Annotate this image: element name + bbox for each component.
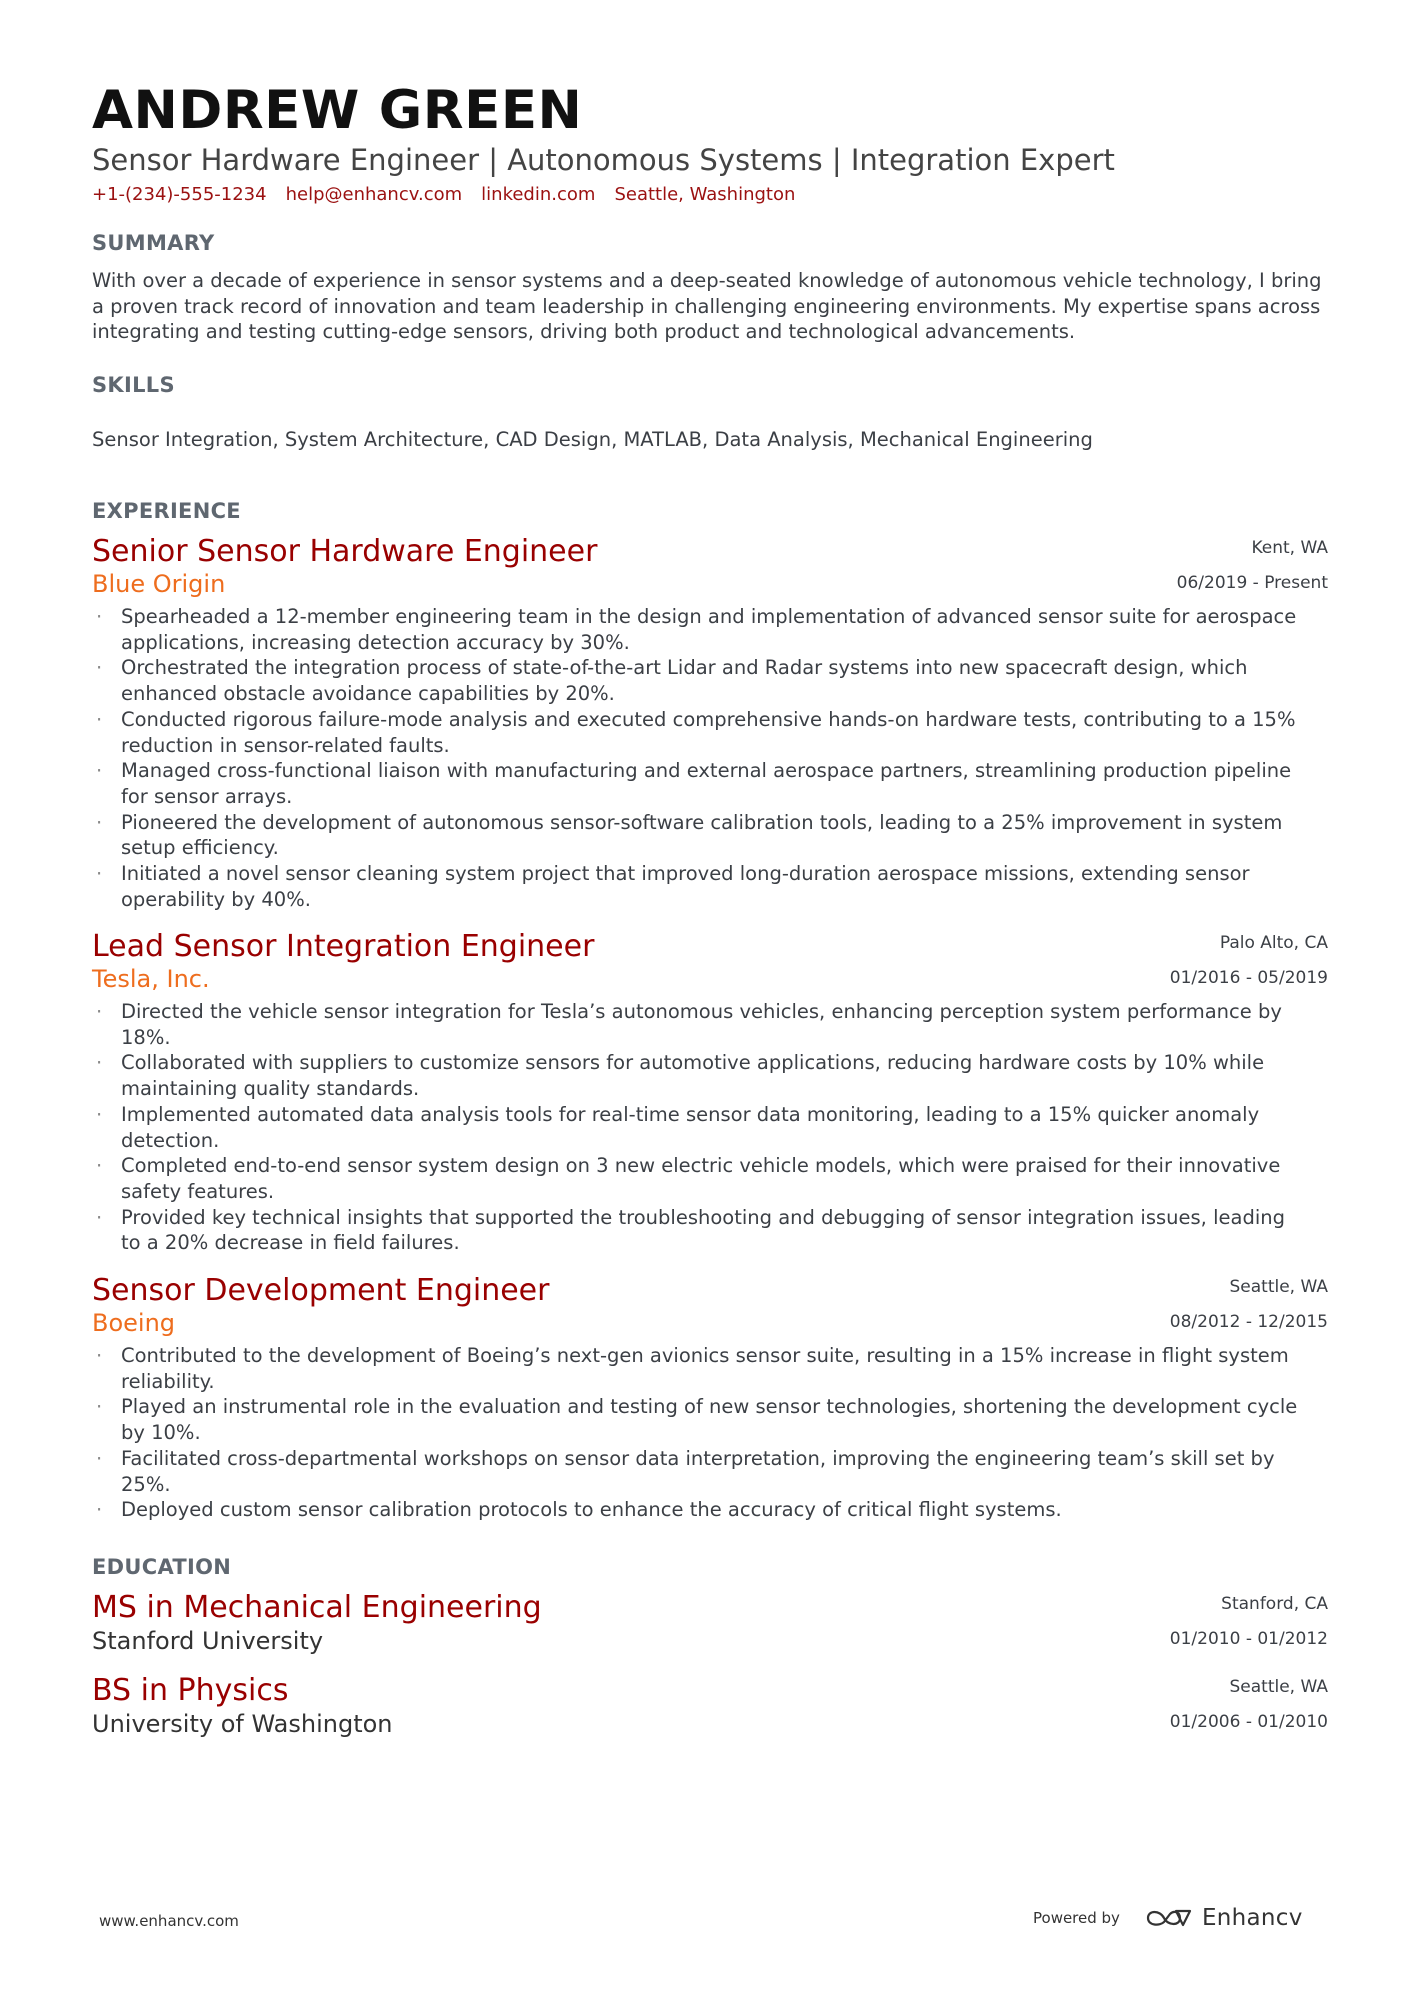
bullet-item: · Spearheaded a 12-member engineering team in the design and implementation of advanced sensor suite for aerospace applications, increasing detection accuracy by 30%.: [92, 604, 1306, 655]
headline: Sensor Hardware Engineer | Autonomous Systems | Integration Expert: [92, 143, 1115, 177]
job-dates: 06/2019 - Present: [1176, 573, 1328, 593]
education-item: [92, 1673, 1328, 1740]
bullet-item: · Conducted rigorous failure-mode analysis and executed comprehensive hands-on hardware tests, contributing to a 15% reduction in sensor-related faults.: [92, 707, 1306, 758]
bullet-item: · Pioneered the development of autonomous sensor-software calibration tools, leading to a 25% improvement in system setup efficiency.: [92, 810, 1306, 861]
skills-heading: SKILLS: [92, 373, 175, 397]
education-item: [92, 1590, 1328, 1657]
education-dates: 01/2010 - 01/2012: [1169, 1629, 1328, 1649]
company-name: Blue Origin: [92, 570, 226, 598]
bullet-item: · Played an instrumental role in the evaluation and testing of new sensor technologies, shortening the development cycle by 10%.: [92, 1394, 1306, 1445]
job-dates: 01/2016 - 05/2019: [1169, 968, 1328, 988]
job-location: Seattle, WA: [1229, 1277, 1328, 1297]
experience-item: [92, 534, 1328, 912]
school-name: University of Washington: [92, 1710, 393, 1738]
experience-heading: EXPERIENCE: [92, 499, 241, 523]
summary-text: With over a decade of experience in sensor systems and a deep-seated knowledge of autonomous vehicle technology, I bring a proven track record of innovation and team leadership in challenging engineering environments. My expertise spans across integrating and testing cutting-edge sensors, driving both product and technological advancements.: [92, 269, 1322, 343]
school-location: Stanford, CA: [1221, 1594, 1328, 1614]
bullet-item: · Deployed custom sensor calibration protocols to enhance the accuracy of critical flight systems.: [92, 1497, 1306, 1523]
contact-info: [92, 184, 814, 205]
job-location: Kent, WA: [1251, 538, 1328, 558]
job-bullets: [92, 999, 1328, 1256]
company-name: Tesla, Inc.: [92, 965, 210, 993]
location-text: Seattle, Washington: [614, 184, 796, 205]
skills-text: Sensor Integration, System Architecture, CAD Design, MATLAB, Data Analysis, Mechanical Engineering: [92, 428, 1093, 451]
degree-title: MS in Mechanical Engineering: [92, 1590, 542, 1625]
education-dates: 01/2006 - 01/2010: [1169, 1712, 1328, 1732]
bullet-item: · Managed cross-functional liaison with manufacturing and external aerospace partners, streamlining production pipeline for sensor arrays.: [92, 758, 1306, 809]
job-title: Senior Sensor Hardware Engineer: [92, 534, 598, 569]
bullet-item: · Initiated a novel sensor cleaning system project that improved long-duration aerospace missions, extending sensor operability by 40%.: [92, 861, 1306, 912]
job-location: Palo Alto, CA: [1219, 933, 1328, 953]
phone-link[interactable]: +1-(234)-555-1234: [92, 184, 267, 205]
education-heading: EDUCATION: [92, 1555, 232, 1579]
bullet-item: · Completed end-to-end sensor system design on 3 new electric vehicle models, which were praised for their innovative safety features.: [92, 1153, 1306, 1204]
summary-heading: SUMMARY: [92, 231, 215, 255]
email-link[interactable]: help@enhancv.com: [285, 184, 463, 205]
job-title: Sensor Development Engineer: [92, 1273, 550, 1308]
powered-by-label: Powered by: [1033, 1909, 1120, 1927]
bullet-item: · Facilitated cross-departmental workshops on sensor data interpretation, improving the engineering team’s skill set by 25%.: [92, 1446, 1306, 1497]
experience-item: [92, 1273, 1328, 1523]
school-location: Seattle, WA: [1229, 1677, 1328, 1697]
enhancv-brand-name[interactable]: Enhancv: [1201, 1905, 1303, 1931]
footer-website-link[interactable]: www.enhancv.com: [99, 1912, 239, 1930]
bullet-item: · Orchestrated the integration process of state-of-the-art Lidar and Radar systems into new spacecraft design, which enhanced obstacle avoidance capabilities by 20%.: [92, 655, 1306, 706]
school-name: Stanford University: [92, 1627, 324, 1655]
job-bullets: [92, 604, 1328, 912]
bullet-item: · Implemented automated data analysis tools for real-time sensor data monitoring, leading to a 15% quicker anomaly detection.: [92, 1102, 1306, 1153]
linkedin-link[interactable]: linkedin.com: [481, 184, 596, 205]
enhancv-logo-icon: [1146, 1906, 1192, 1930]
bullet-item: · Contributed to the development of Boeing’s next-gen avionics sensor suite, resulting in a 15% increase in flight system reliability.: [92, 1343, 1306, 1394]
degree-title: BS in Physics: [92, 1673, 289, 1708]
job-bullets: [92, 1343, 1328, 1523]
bullet-item: · Directed the vehicle sensor integration for Tesla’s autonomous vehicles, enhancing perception system performance by 18%.: [92, 999, 1306, 1050]
job-title: Lead Sensor Integration Engineer: [92, 929, 595, 964]
job-dates: 08/2012 - 12/2015: [1169, 1312, 1328, 1332]
footer-branding: [1033, 1898, 1303, 1938]
bullet-item: · Collaborated with suppliers to customize sensors for automotive applications, reducing hardware costs by 10% while maintaining quality standards.: [92, 1050, 1306, 1101]
bullet-item: · Provided key technical insights that supported the troubleshooting and debugging of sensor integration issues, leading to a 20% decrease in field failures.: [92, 1205, 1306, 1256]
candidate-name: ANDREW GREEN: [92, 80, 583, 141]
company-name: Boeing: [92, 1309, 176, 1337]
experience-item: [92, 929, 1328, 1256]
